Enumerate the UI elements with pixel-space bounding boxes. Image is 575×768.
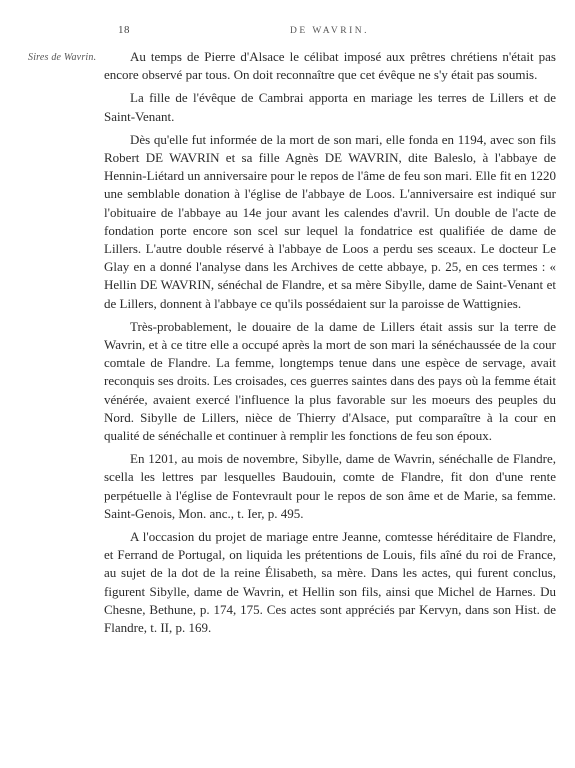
margin-note: Sires de Wavrin. xyxy=(28,52,97,63)
page-number: 18 xyxy=(118,24,130,36)
paragraph-5: En 1201, au mois de novembre, Sibylle, dame de Wavrin, sénéchalle de Flandre, scella les lettres par lesquelles Baudouin, comte de Flandre, fit don d'une rente perpétuelle à l'église de Fontevrault pour le repos de son âme et de Marie, sa femme. Saint-Genois, Mon. anc., t. Ier, p. 495. xyxy=(104,451,556,521)
paragraph-3: Dès qu'elle fut informée de la mort de son mari, elle fonda en 1194, avec son fils Robert DE WAVRIN et sa fille Agnès DE WAVRIN, dite Baleslo, à l'abbaye de Hennin-Liétard un anniversaire pour le repos de l'âme de feu son mari. Elle fit en 1220 une semblable donation à l'église de l'abbaye de Loos. L'anniversaire est indiqué sur l'obituaire de l'abbaye au 14e jour avant les calendes d'avril. Un double de l'acte de fondation porte encore son scel sur lequel la fondatrice est qualifiée de dame de Lillers. L'autre double réservé à l'abbaye de Loos a perdu ses sceaux. Le docteur Le Glay en a donné l'analyse dans les Archives de cette abbaye, p. 25, en ces termes : « Hellin DE WAVRIN, sénéchal de Flandre, et sa mère Sibylle, dame de Saint-Venant et de Lillers, donnent à l'abbaye ce qu'ils possédaient sur la paroisse de Wattignies. xyxy=(104,131,556,311)
paragraph-6: A l'occasion du projet de mariage entre Jeanne, comtesse héréditaire de Flandre, et Ferrand de Portugal, on liquida les prétentions de Louis, fils aîné du roi de France, au sujet de la dot de la reine Élisabeth, sa mère. Dans les actes, qui furent conclus, figurent Sibylle, dame de Wavrin, et Hellin son fils, ainsi que Michel de Harnes. Du Chesne, Bethune, p. 174, 175. Ces actes sont appréciés par Kervyn, dans son Hist. de Flandre, t. II, p. 169. xyxy=(104,529,556,636)
paragraph-2: La fille de l'évêque de Cambrai apporta en mariage les terres de Lillers et de Saint-Venant. xyxy=(104,90,556,124)
body-text xyxy=(104,48,556,642)
paragraph-1: Au temps de Pierre d'Alsace le célibat imposé aux prêtres chrétiens n'était pas encore observé par tous. On doit reconnaître que cet évêque ne s'y était pas soumis. xyxy=(104,49,556,83)
running-title: DE WAVRIN. xyxy=(290,26,370,36)
paragraph-4: Très-probablement, le douaire de la dame de Lillers était assis sur la terre de Wavrin, et à ce titre elle a occupé après la mort de son mari la sénéchaussée de la cour comtale de Flandre. La femme, longtemps tenue dans une espèce de servage, avait reconquis ses droits. Les croisades, ces guerres saintes dans des pays où la femme était vénérée, avaient exercé l'influence la plus favorable sur les moeurs des peuples du Nord. Sibylle de Lillers, nièce de Thierry d'Alsace, put comparaître à la cour en qualité de sénéchalle et continuer à remplir les fonctions de feu son époux. xyxy=(104,318,556,444)
